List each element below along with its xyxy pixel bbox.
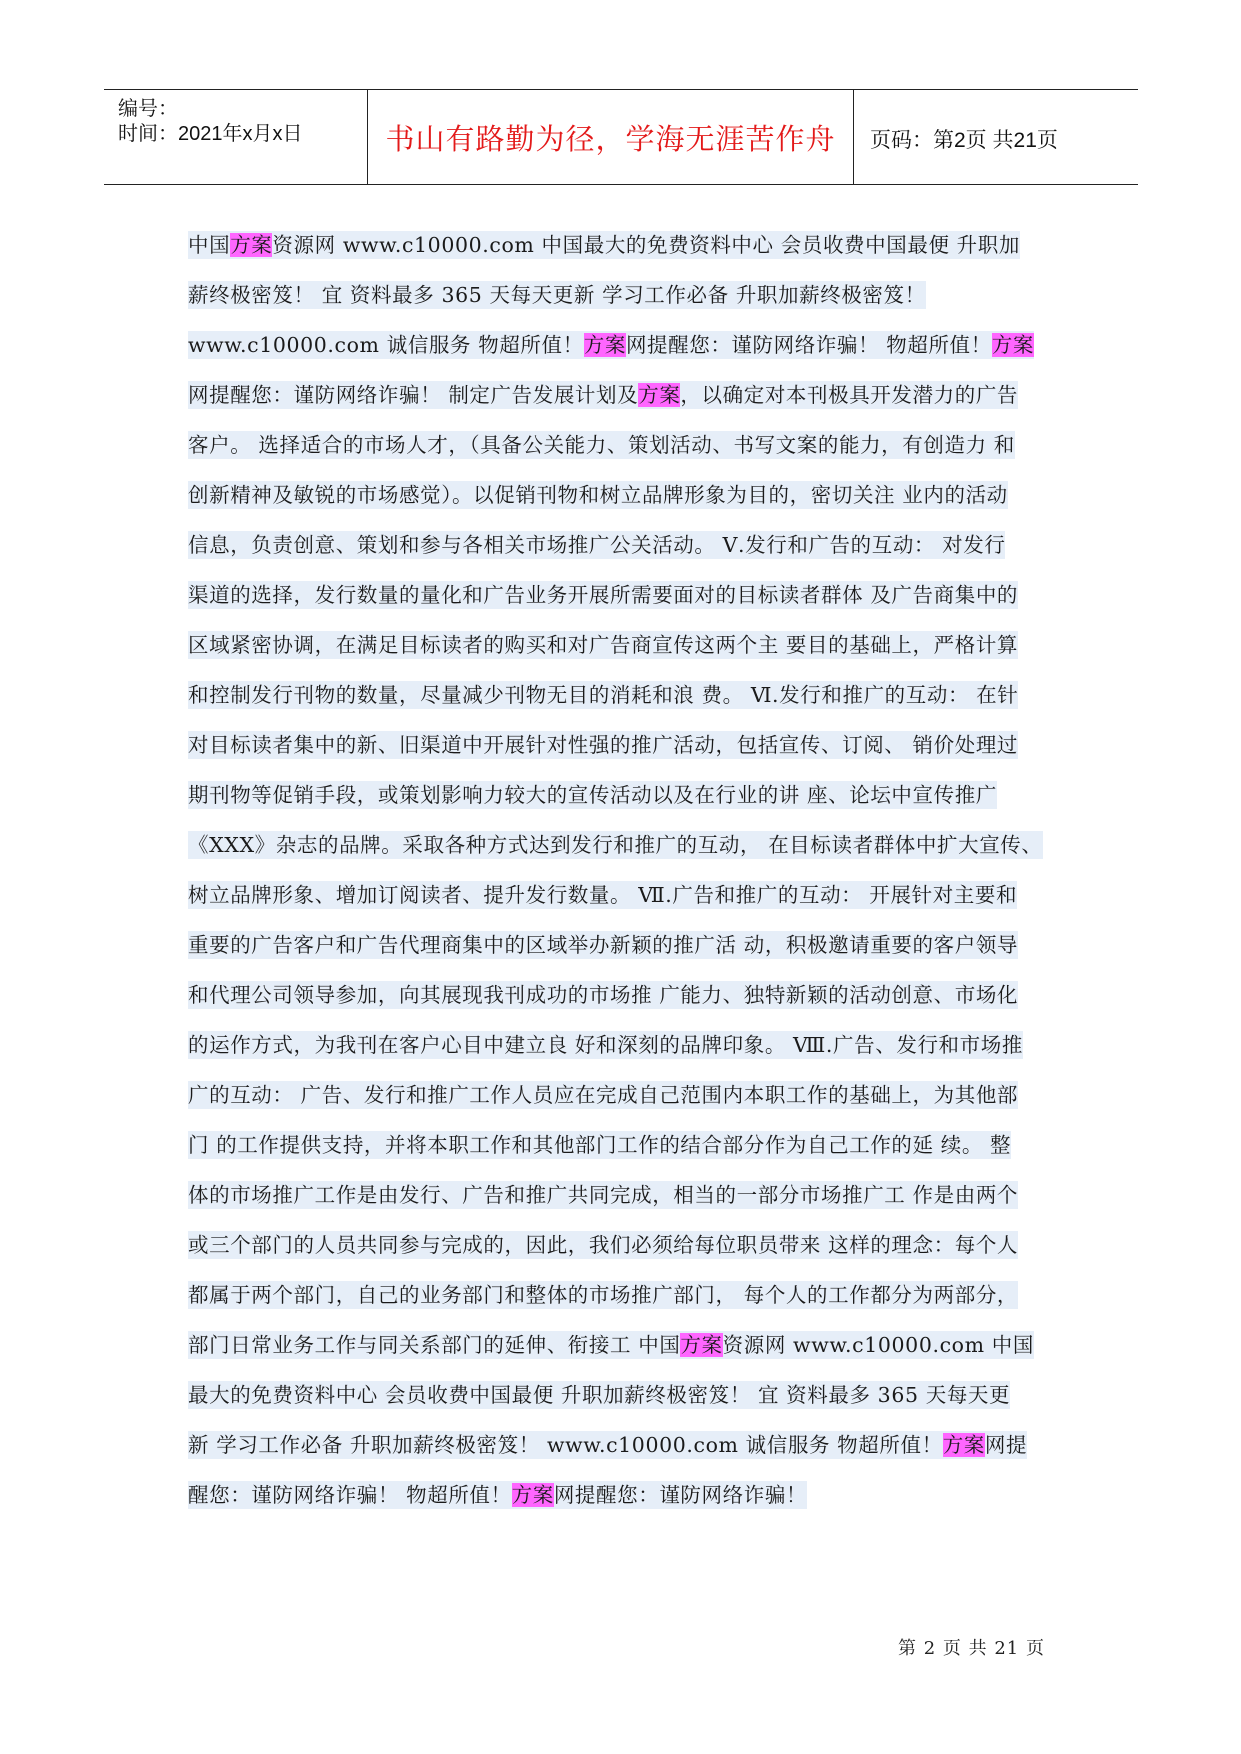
text-line-content [188,381,1018,409]
text-line-content [188,1231,1018,1259]
text-line [188,376,1078,426]
text-segment: 醒您：谨防网络诈骗！ 物超所值！ [188,1483,512,1507]
text-line-content [188,931,1018,959]
text-segment: 新 学习工作必备 升职加薪终极密笈！ www.c10000.com 诚信服务 物超所值！ [188,1433,943,1457]
text-segment: 客户。 选择适合的市场人才，（具备公关能力、策划活动、书写文案的能力，有创造力 和 [188,433,1015,457]
highlighted-keyword: 方案 [511,1483,554,1507]
text-segment: 部门日常业务工作与同关系部门的延伸、衔接工 中国 [188,1333,681,1357]
document-number-label: 编号： [118,98,178,120]
text-segment: 重要的广告客户和广告代理商集中的区域举办新颖的推广活 动，积极邀请重要的客户领导 [188,933,1019,957]
text-line-content [188,1131,1011,1159]
body-text [188,226,1078,1526]
text-line [188,1276,1078,1326]
text-line [188,776,1078,826]
highlighted-keyword: 方案 [680,1333,723,1357]
text-line [188,976,1078,1026]
text-segment: ，以确定对本刊极具开发潜力的广告 [680,383,1019,407]
document-header [104,89,1138,185]
text-line-content [188,1081,1018,1109]
text-segment: 网提醒您：谨防网络诈骗！ [553,1483,808,1507]
text-segment: 都属于两个部门，自己的业务部门和整体的市场推广部门， 每个人的工作都分为两部分， [188,1283,1019,1307]
text-line [188,626,1078,676]
text-line-content [188,231,1020,259]
text-line-content [188,731,1018,759]
text-segment: 和代理公司领导参加，向其展现我刊成功的市场推 广能力、独特新颖的活动创意、市场化 [188,983,1019,1007]
text-line-content [188,881,1017,909]
text-line-content [188,1481,807,1509]
text-line-content [188,331,1034,359]
text-segment: 的运作方式，为我刊在客户心目中建立良 好和深刻的品牌印象。 Ⅷ.广告、发行和市场推 [188,1033,1023,1057]
text-segment: 资源网 www.c10000.com 中国最大的免费资料中心 会员收费中国最便 升职加 [272,233,1020,257]
text-segment: 或三个部门的人员共同参与完成的，因此，我们必须给每位职员带来 这样的理念：每个人 [188,1233,1019,1257]
text-line-content [188,431,1015,459]
text-line [188,226,1078,276]
text-line [188,826,1078,876]
text-segment: 网提 [984,1433,1028,1457]
text-line [188,526,1078,576]
text-segment: 渠道的选择，发行数量的量化和广告业务开展所需要面对的目标读者群体 及广告商集中的 [188,583,1019,607]
text-line [188,1326,1078,1376]
text-segment: 网提醒您：谨防网络诈骗！ 制定广告发展计划及 [188,383,639,407]
text-line-content [188,831,1043,859]
text-segment: 最大的免费资料中心 会员收费中国最便 升职加薪终极密笈！ 宜 资料最多 365 天每天更 [188,1383,1011,1407]
text-segment: 门 的工作提供支持，并将本职工作和其他部门工作的结合部分作为自己工作的延 续。 整 [188,1133,1012,1157]
text-segment: 区域紧密协调，在满足目标读者的购买和对广告商宣传这两个主 要目的基础上，严格计算 [188,633,1019,657]
text-line [188,1476,1078,1526]
text-line-content [188,1381,1010,1409]
text-segment: 《XXX》杂志的品牌。采取各种方式达到发行和推广的互动， 在目标读者群体中扩大宣传、 [188,833,1043,857]
text-segment: 期刊物等促销手段，或策划影响力较大的宣传活动以及在行业的讲 座、论坛中宣传推广 [188,783,997,807]
header-motto: 书山有路勤为径，学海无涯苦作舟 [385,122,836,156]
text-line-content [188,531,1005,559]
text-line [188,1226,1078,1276]
text-line-content [188,681,1018,709]
document-time-label: 时间：2021年x月x日 [118,123,303,145]
text-segment: 信息，负责创意、策划和参与各相关市场推广公关活动。 Ⅴ.发行和广告的互动： 对发行 [188,533,1006,557]
highlighted-keyword: 方案 [638,383,681,407]
text-line-content [188,631,1018,659]
text-segment: 树立品牌形象、增加订阅读者、提升发行数量。 Ⅶ.广告和推广的互动： 开展针对主要和 [188,883,1018,907]
text-line-content [188,1031,1023,1059]
text-line-content [188,481,1008,509]
text-segment: 网提醒您：谨防网络诈骗！ 物超所值！ [625,333,992,357]
text-line-content [188,1331,1034,1359]
text-line-content [188,1431,1027,1459]
page-footer: 第 2 页 共 21 页 [898,1638,1045,1659]
text-line [188,876,1078,926]
text-line [188,326,1078,376]
text-line-content [188,781,997,809]
text-segment: 和控制发行刊物的数量，尽量减少刊物无目的消耗和浪 费。 Ⅵ.发行和推广的互动： 在针 [188,683,1019,707]
text-line [188,1126,1078,1176]
text-line [188,476,1078,526]
text-line [188,726,1078,776]
highlighted-keyword: 方案 [942,1433,985,1457]
text-line [188,426,1078,476]
highlighted-keyword: 方案 [230,233,273,257]
text-segment: 体的市场推广工作是由发行、广告和推广共同完成，相当的一部分市场推广工 作是由两个 [188,1183,1019,1207]
text-line [188,676,1078,726]
header-page-code: 页码：第2页 共21页 [870,129,1058,152]
header-page-cell [854,90,1138,184]
text-line [188,1026,1078,1076]
text-line-content [188,981,1018,1009]
text-segment: 对目标读者集中的新、旧渠道中开展针对性强的推广活动，包括宣传、订阅、 销价处理过 [188,733,1019,757]
text-line-content [188,1181,1018,1209]
highlighted-keyword: 方案 [583,333,626,357]
text-segment: 广的互动： 广告、发行和推广工作人员应在完成自己范围内本职工作的基础上，为其他部 [188,1083,1019,1107]
text-segment: 薪终极密笈！ 宜 资料最多 365 天每天更新 学习工作必备 升职加薪终极密笈！ [188,283,926,307]
text-line [188,926,1078,976]
highlighted-keyword: 方案 [991,333,1034,357]
text-segment: 资源网 www.c10000.com 中国 [722,1333,1034,1357]
text-line [188,276,1078,326]
text-line [188,1376,1078,1426]
text-line [188,1176,1078,1226]
text-segment: 创新精神及敏锐的市场感觉）。以促销刊物和树立品牌形象为目的，密切关注 业内的活动 [188,483,1008,507]
header-left-cell [104,90,366,184]
text-segment: www.c10000.com 诚信服务 物超所值！ [188,333,584,357]
text-line [188,576,1078,626]
header-motto-cell [367,90,854,184]
text-segment: 中国 [188,233,231,257]
text-line [188,1076,1078,1126]
text-line-content [188,281,926,309]
text-line [188,1426,1078,1476]
text-line-content [188,1281,1018,1309]
text-line-content [188,581,1018,609]
